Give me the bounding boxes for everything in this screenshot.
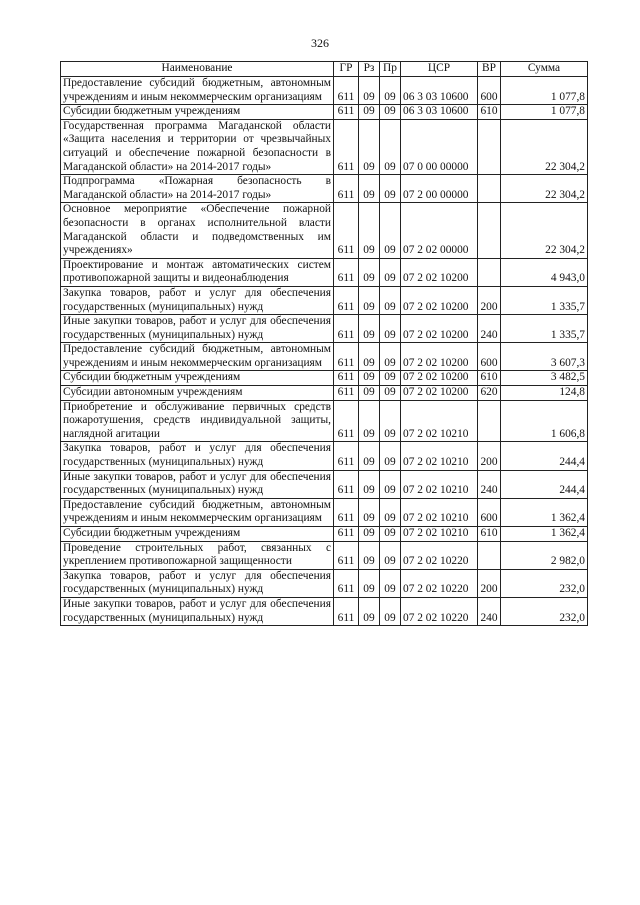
table-row (61, 498, 588, 526)
row-gr-cell: 611 (334, 371, 359, 386)
row-vr-cell (478, 541, 501, 569)
column-header: Пр (380, 62, 401, 77)
row-rz-cell: 09 (359, 597, 380, 625)
row-sum-cell: 244,4 (501, 470, 588, 498)
row-pr-cell: 09 (380, 286, 401, 314)
row-sum-cell: 3 482,5 (501, 371, 588, 386)
row-rz-cell: 09 (359, 470, 380, 498)
row-sum-cell: 22 304,2 (501, 203, 588, 258)
column-header: Наименование (61, 62, 334, 77)
row-gr-cell: 611 (334, 569, 359, 597)
row-pr-cell: 09 (380, 386, 401, 401)
table-row (61, 105, 588, 120)
row-pr-cell: 09 (380, 343, 401, 371)
row-sum-cell: 232,0 (501, 597, 588, 625)
row-name-cell: Проведение строительных работ, связанных с укреплением противопожарной защищенности (61, 541, 334, 569)
table-row (61, 175, 588, 203)
column-header: ВР (478, 62, 501, 77)
row-csr-cell: 07 2 00 00000 (401, 175, 478, 203)
row-vr-cell (478, 203, 501, 258)
table-row (61, 541, 588, 569)
row-sum-cell: 244,4 (501, 442, 588, 470)
row-rz-cell: 09 (359, 77, 380, 105)
table-row (61, 442, 588, 470)
row-rz-cell: 09 (359, 400, 380, 442)
row-gr-cell: 611 (334, 105, 359, 120)
row-sum-cell: 22 304,2 (501, 119, 588, 174)
row-sum-cell: 124,8 (501, 386, 588, 401)
row-gr-cell: 611 (334, 597, 359, 625)
row-pr-cell: 09 (380, 541, 401, 569)
row-name-cell: Предоставление субсидий бюджетным, автономным учреждениям и иным некоммерческим организациям (61, 498, 334, 526)
row-name-cell: Иные закупки товаров, работ и услуг для обеспечения государственных (муниципальных) нужд (61, 597, 334, 625)
row-gr-cell: 611 (334, 77, 359, 105)
row-pr-cell: 09 (380, 77, 401, 105)
table-row (61, 527, 588, 542)
row-csr-cell: 07 2 02 10200 (401, 386, 478, 401)
row-rz-cell: 09 (359, 175, 380, 203)
row-pr-cell: 09 (380, 371, 401, 386)
row-csr-cell: 07 0 00 00000 (401, 119, 478, 174)
row-pr-cell: 09 (380, 203, 401, 258)
row-sum-cell: 1 077,8 (501, 77, 588, 105)
table-row (61, 343, 588, 371)
table-row (61, 203, 588, 258)
row-rz-cell: 09 (359, 371, 380, 386)
row-rz-cell: 09 (359, 386, 380, 401)
row-csr-cell: 07 2 02 10220 (401, 569, 478, 597)
row-vr-cell (478, 258, 501, 286)
row-csr-cell: 07 2 02 10200 (401, 371, 478, 386)
row-sum-cell: 1 362,4 (501, 527, 588, 542)
row-pr-cell: 09 (380, 119, 401, 174)
column-header: ЦСР (401, 62, 478, 77)
row-rz-cell: 09 (359, 286, 380, 314)
row-name-cell: Подпрограмма «Пожарная безопасность в Магаданской области» на 2014-2017 годы» (61, 175, 334, 203)
row-sum-cell: 22 304,2 (501, 175, 588, 203)
row-sum-cell: 1 362,4 (501, 498, 588, 526)
row-vr-cell: 240 (478, 315, 501, 343)
row-pr-cell: 09 (380, 569, 401, 597)
row-name-cell: Субсидии бюджетным учреждениям (61, 105, 334, 120)
row-sum-cell: 1 335,7 (501, 286, 588, 314)
row-gr-cell: 611 (334, 386, 359, 401)
row-pr-cell: 09 (380, 105, 401, 120)
column-header: ГР (334, 62, 359, 77)
row-rz-cell: 09 (359, 119, 380, 174)
row-csr-cell: 07 2 02 10210 (401, 442, 478, 470)
row-gr-cell: 611 (334, 498, 359, 526)
row-csr-cell: 07 2 02 10220 (401, 597, 478, 625)
row-name-cell: Проектирование и монтаж автоматических систем противопожарной защиты и видеонаблюдения (61, 258, 334, 286)
column-header: Рз (359, 62, 380, 77)
row-sum-cell: 232,0 (501, 569, 588, 597)
row-vr-cell: 600 (478, 498, 501, 526)
row-vr-cell: 200 (478, 442, 501, 470)
row-name-cell: Закупка товаров, работ и услуг для обеспечения государственных (муниципальных) нужд (61, 569, 334, 597)
row-gr-cell: 611 (334, 203, 359, 258)
row-csr-cell: 07 2 02 10200 (401, 258, 478, 286)
row-sum-cell: 1 335,7 (501, 315, 588, 343)
row-rz-cell: 09 (359, 105, 380, 120)
budget-table (60, 61, 588, 626)
row-sum-cell: 3 607,3 (501, 343, 588, 371)
row-csr-cell: 07 2 02 10210 (401, 527, 478, 542)
row-vr-cell: 200 (478, 286, 501, 314)
table-row (61, 315, 588, 343)
row-csr-cell: 07 2 02 10200 (401, 286, 478, 314)
row-rz-cell: 09 (359, 527, 380, 542)
row-gr-cell: 611 (334, 527, 359, 542)
row-pr-cell: 09 (380, 498, 401, 526)
row-gr-cell: 611 (334, 315, 359, 343)
table-row (61, 386, 588, 401)
row-rz-cell: 09 (359, 343, 380, 371)
table-row (61, 470, 588, 498)
row-csr-cell: 07 2 02 10210 (401, 400, 478, 442)
row-csr-cell: 07 2 02 10220 (401, 541, 478, 569)
table-row (61, 569, 588, 597)
row-csr-cell: 06 3 03 10600 (401, 105, 478, 120)
column-header: Сумма (501, 62, 588, 77)
row-rz-cell: 09 (359, 498, 380, 526)
row-rz-cell: 09 (359, 569, 380, 597)
table-body (61, 77, 588, 626)
row-pr-cell: 09 (380, 258, 401, 286)
row-vr-cell: 620 (478, 386, 501, 401)
row-rz-cell: 09 (359, 315, 380, 343)
row-gr-cell: 611 (334, 470, 359, 498)
row-csr-cell: 07 2 02 10210 (401, 498, 478, 526)
table-row (61, 119, 588, 174)
row-name-cell: Закупка товаров, работ и услуг для обеспечения государственных (муниципальных) нужд (61, 286, 334, 314)
page-number: 326 (311, 36, 329, 50)
row-gr-cell: 611 (334, 119, 359, 174)
row-pr-cell: 09 (380, 442, 401, 470)
row-sum-cell: 1 606,8 (501, 400, 588, 442)
row-vr-cell (478, 400, 501, 442)
table-row (61, 286, 588, 314)
row-pr-cell: 09 (380, 315, 401, 343)
row-gr-cell: 611 (334, 442, 359, 470)
row-pr-cell: 09 (380, 597, 401, 625)
row-pr-cell: 09 (380, 175, 401, 203)
row-gr-cell: 611 (334, 343, 359, 371)
row-rz-cell: 09 (359, 541, 380, 569)
table-row (61, 400, 588, 442)
row-vr-cell: 610 (478, 371, 501, 386)
row-name-cell: Приобретение и обслуживание первичных средств пожаротушения, средств индивидуальной защиты, наглядной агитации (61, 400, 334, 442)
table-row (61, 371, 588, 386)
row-vr-cell: 610 (478, 105, 501, 120)
row-vr-cell: 600 (478, 343, 501, 371)
row-rz-cell: 09 (359, 442, 380, 470)
row-csr-cell: 07 2 02 10210 (401, 470, 478, 498)
row-sum-cell: 1 077,8 (501, 105, 588, 120)
row-pr-cell: 09 (380, 527, 401, 542)
row-vr-cell: 200 (478, 569, 501, 597)
row-name-cell: Субсидии бюджетным учреждениям (61, 527, 334, 542)
table-row (61, 258, 588, 286)
row-name-cell: Субсидии автономным учреждениям (61, 386, 334, 401)
row-gr-cell: 611 (334, 258, 359, 286)
row-vr-cell (478, 175, 501, 203)
row-gr-cell: 611 (334, 175, 359, 203)
table-row (61, 597, 588, 625)
table-row (61, 77, 588, 105)
row-gr-cell: 611 (334, 286, 359, 314)
row-pr-cell: 09 (380, 470, 401, 498)
row-vr-cell: 240 (478, 470, 501, 498)
row-name-cell: Предоставление субсидий бюджетным, автономным учреждениям и иным некоммерческим организациям (61, 77, 334, 105)
row-vr-cell (478, 119, 501, 174)
row-name-cell: Субсидии бюджетным учреждениям (61, 371, 334, 386)
row-name-cell: Закупка товаров, работ и услуг для обеспечения государственных (муниципальных) нужд (61, 442, 334, 470)
row-vr-cell: 240 (478, 597, 501, 625)
row-name-cell: Иные закупки товаров, работ и услуг для обеспечения государственных (муниципальных) нужд (61, 315, 334, 343)
row-vr-cell: 600 (478, 77, 501, 105)
row-sum-cell: 4 943,0 (501, 258, 588, 286)
row-csr-cell: 07 2 02 00000 (401, 203, 478, 258)
row-name-cell: Иные закупки товаров, работ и услуг для обеспечения государственных (муниципальных) нужд (61, 470, 334, 498)
row-pr-cell: 09 (380, 400, 401, 442)
row-vr-cell: 610 (478, 527, 501, 542)
row-csr-cell: 07 2 02 10200 (401, 343, 478, 371)
row-name-cell: Основное мероприятие «Обеспечение пожарной безопасности в органах исполнительной власти Магаданской области и подведомственных им учреждениях» (61, 203, 334, 258)
row-sum-cell: 2 982,0 (501, 541, 588, 569)
row-csr-cell: 07 2 02 10200 (401, 315, 478, 343)
row-gr-cell: 611 (334, 400, 359, 442)
row-rz-cell: 09 (359, 258, 380, 286)
row-rz-cell: 09 (359, 203, 380, 258)
row-csr-cell: 06 3 03 10600 (401, 77, 478, 105)
table-header-row (61, 62, 588, 77)
row-gr-cell: 611 (334, 541, 359, 569)
row-name-cell: Предоставление субсидий бюджетным, автономным учреждениям и иным некоммерческим организациям (61, 343, 334, 371)
row-name-cell: Государственная программа Магаданской области «Защита населения и территории от чрезвычайных ситуаций и обеспечение пожарной безопасности в Магаданской области» на 2014-2017 годы» (61, 119, 334, 174)
